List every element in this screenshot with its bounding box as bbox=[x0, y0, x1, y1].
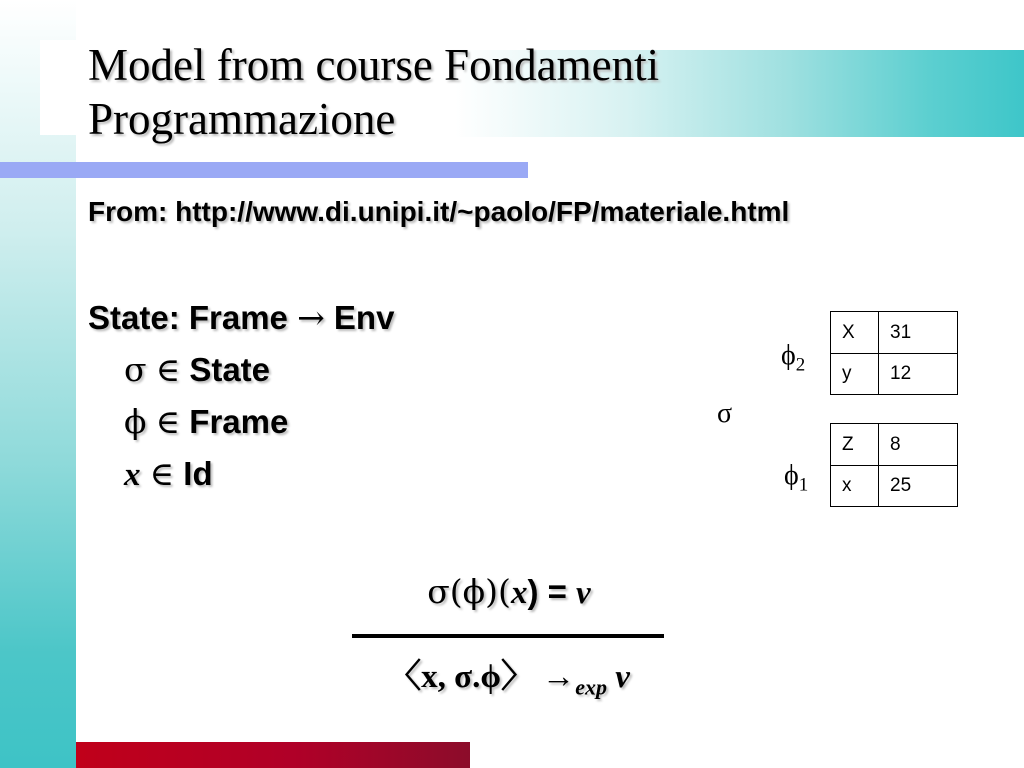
title-underline-bar bbox=[0, 162, 528, 178]
element-of-symbol: ∈ bbox=[155, 402, 181, 441]
element-of-symbol: ∈ bbox=[149, 454, 175, 493]
x-variable: x bbox=[124, 457, 141, 493]
slide-title-line-1: Model from course Fondamenti bbox=[88, 40, 660, 90]
identifier-cell: Z bbox=[831, 424, 879, 466]
definition-sigma bbox=[88, 344, 394, 396]
phi-symbol: ϕ bbox=[784, 460, 799, 491]
definition-x bbox=[88, 448, 394, 501]
phi-symbol: ϕ bbox=[781, 340, 796, 371]
conclusion-value: v bbox=[615, 659, 630, 695]
table-row bbox=[831, 466, 958, 507]
premise-value: v bbox=[576, 575, 591, 611]
table-row bbox=[831, 312, 958, 354]
conclusion-main: 〈x, σ.ϕ〉 → bbox=[388, 659, 576, 695]
set-name: Id bbox=[183, 455, 213, 492]
frame-phi2-label bbox=[781, 340, 805, 377]
phi-symbol: ϕ bbox=[124, 402, 147, 441]
conclusion-subscript: exp bbox=[575, 674, 607, 700]
inference-rule-line bbox=[352, 634, 664, 638]
frame-phi1-table bbox=[830, 423, 958, 507]
state-definition bbox=[88, 292, 394, 344]
source-url-line: From: http://www.di.unipi.it/~paolo/FP/materiale.html bbox=[88, 196, 790, 227]
value-cell: 25 bbox=[879, 466, 958, 507]
identifier-cell: x bbox=[831, 466, 879, 507]
identifier-cell: X bbox=[831, 312, 879, 354]
phi-index: 1 bbox=[798, 474, 809, 496]
phi-index: 2 bbox=[795, 354, 806, 376]
state-definition-target: Env bbox=[333, 299, 395, 336]
state-definition-label: State: Frame bbox=[88, 299, 288, 336]
sigma-symbol: σ bbox=[124, 350, 147, 389]
right-arrow-symbol: → bbox=[297, 298, 325, 337]
premise-x: x bbox=[510, 575, 528, 611]
premise-sigma-phi: σ(ϕ)( bbox=[427, 572, 511, 611]
frame-phi2-table bbox=[830, 311, 958, 395]
inference-rule-conclusion bbox=[352, 650, 666, 701]
frame-phi1-label bbox=[784, 460, 808, 497]
table-row bbox=[831, 424, 958, 466]
inference-rule-premise bbox=[352, 572, 666, 612]
premise-equals: ) = bbox=[527, 573, 567, 610]
table-row bbox=[831, 354, 958, 395]
set-name: State bbox=[189, 351, 271, 388]
state-definition-block bbox=[88, 292, 394, 501]
sigma-label: σ bbox=[717, 398, 733, 429]
set-name: Frame bbox=[189, 403, 289, 440]
value-cell: 8 bbox=[879, 424, 958, 466]
bottom-decorative-band bbox=[76, 742, 470, 768]
element-of-symbol: ∈ bbox=[155, 350, 181, 389]
left-band-notch bbox=[40, 40, 76, 135]
slide-title-line-2: Programmazione bbox=[88, 94, 396, 144]
value-cell: 12 bbox=[879, 354, 958, 395]
definition-phi bbox=[88, 396, 394, 448]
slide-title bbox=[88, 38, 659, 146]
identifier-cell: y bbox=[831, 354, 879, 395]
value-cell: 31 bbox=[879, 312, 958, 354]
